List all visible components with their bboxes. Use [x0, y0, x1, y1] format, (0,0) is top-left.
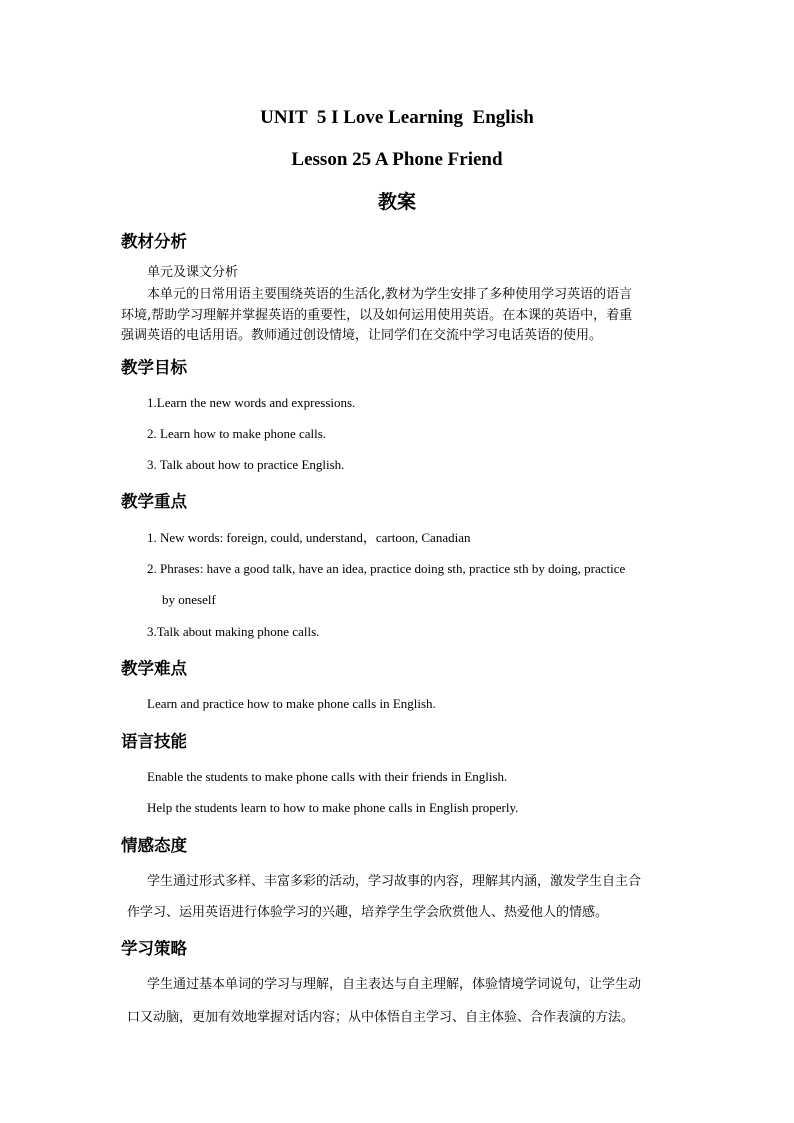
- material-analysis-line-3: 强调英语的电话用语。教师通过创设情境，让同学们在交流中学习电话英语的使用。: [121, 328, 603, 343]
- lesson-title: Lesson 25 A Phone Friend: [291, 149, 503, 170]
- material-analysis-line-2: 环境,帮助学习理解并掌握英语的重要性，以及如何运用使用英语。在本课的英语中，着重: [121, 308, 633, 323]
- difficulty-text: Learn and practice how to make phone calls in English.: [147, 696, 436, 711]
- learning-strategies-line-2: 口又动脑，更加有效地掌握对话内容；从中体悟自主学习、自主体验、合作表演的方法。: [127, 1010, 635, 1025]
- document-type-title: 教案: [377, 191, 416, 213]
- language-skill-line-1: Enable the students to make phone calls with their friends in English.: [147, 769, 508, 784]
- heading-key-points: 教学重点: [121, 492, 187, 511]
- objective-item-1: 1.Learn the new words and expressions.: [147, 395, 356, 410]
- learning-strategies-line-1: 学生通过基本单词的学习与理解，自主表达与自主理解，体验情境学词说句，让学生动: [147, 977, 642, 992]
- heading-emotional-attitude: 情感态度: [121, 836, 187, 855]
- subheading-unit-analysis: 单元及课文分析: [147, 265, 239, 280]
- emotional-attitude-line-2: 作学习、运用英语进行体验学习的兴趣，培养学生学会欣赏他人、热爱他人的情感。: [127, 905, 609, 920]
- heading-language-skills: 语言技能: [121, 732, 187, 751]
- heading-difficulties: 教学难点: [121, 659, 187, 678]
- key-point-item-3: 3.Talk about making phone calls.: [147, 624, 320, 639]
- objective-item-2: 2. Learn how to make phone calls.: [147, 426, 327, 441]
- emotional-attitude-line-1: 学生通过形式多样、丰富多彩的活动，学习故事的内容，理解其内涵，激发学生自主合: [147, 874, 642, 889]
- material-analysis-line-1: 本单元的日常用语主要围绕英语的生活化,教材为学生安排了多种使用学习英语的语言: [147, 287, 633, 302]
- key-point-item-1: 1. New words: foreign, could, understand，cartoon, Canadian: [147, 530, 471, 545]
- objective-item-3: 3. Talk about how to practice English.: [147, 457, 345, 472]
- heading-material-analysis: 教材分析: [121, 232, 187, 251]
- language-skill-line-2: Help the students learn to how to make phone calls in English properly.: [147, 800, 519, 815]
- heading-learning-strategies: 学习策略: [121, 939, 187, 958]
- key-point-item-2: 2. Phrases: have a good talk, have an idea, practice doing sth, practice sth by doing, practice: [147, 561, 626, 576]
- heading-teaching-objectives: 教学目标: [121, 358, 187, 377]
- unit-title: UNIT 5 I Love Learning English: [260, 107, 534, 128]
- key-point-item-2-continued: by oneself: [162, 592, 216, 607]
